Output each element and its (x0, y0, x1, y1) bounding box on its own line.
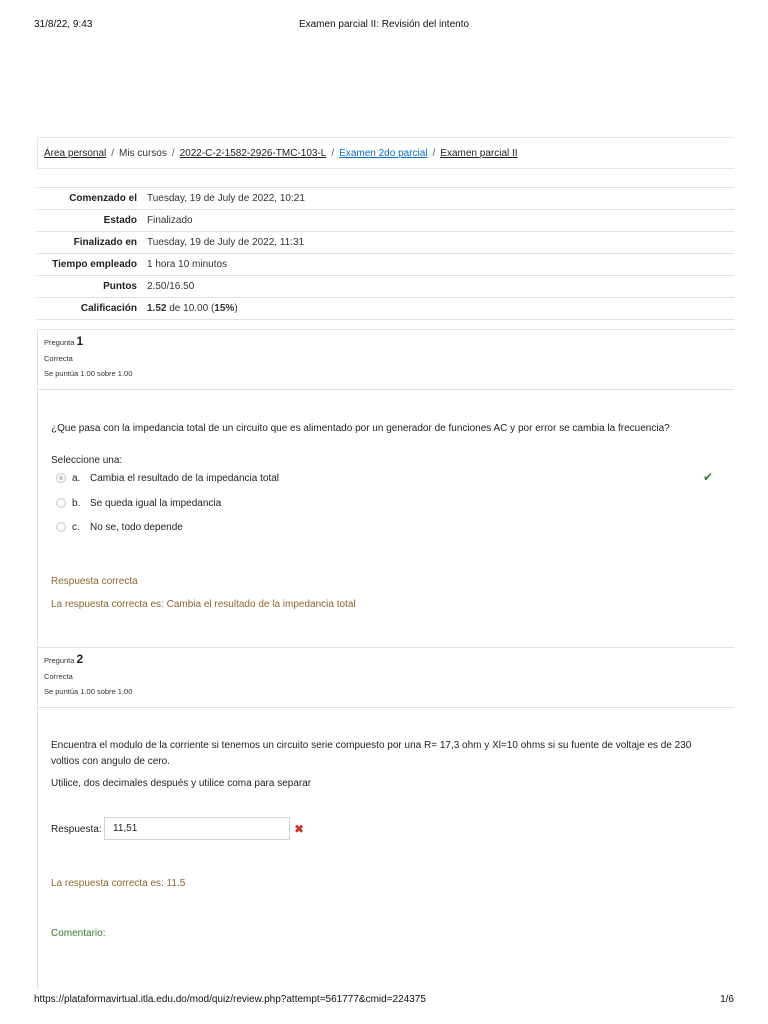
breadcrumb-section-link[interactable]: Examen 2do parcial (339, 148, 428, 159)
select-prompt: Seleccione una: (51, 455, 123, 466)
points-label: Puntos (103, 281, 137, 292)
incorrect-cross-icon: ✖ (294, 822, 305, 836)
question-number (44, 652, 728, 666)
started-label: Comenzado el (69, 193, 137, 204)
question-status: Correcta (44, 672, 73, 681)
question-text: ¿Que pasa con la impedancia total de un circuito que es alimentado por un generador de funciones AC y por error se cambia la frecuencia? (51, 423, 670, 434)
finished-value: Tuesday, 19 de July de 2022, 11:31 (147, 237, 305, 248)
right-answer-text: La respuesta correcta es: Cambia el resultado de la impedancia total (51, 599, 356, 610)
time-value: 1 hora 10 minutos (147, 259, 228, 270)
breadcrumb-separator: / (432, 148, 436, 159)
print-title: Examen parcial II: Revisión del intento (298, 19, 470, 30)
feedback-text: Respuesta correcta (51, 576, 138, 587)
answer-input[interactable]: 11,51 (104, 817, 290, 840)
summary-row-time (37, 254, 734, 276)
question-label: Pregunta (44, 338, 75, 347)
grade-value (142, 298, 734, 320)
print-url: https://plataformavirtual.itla.edu.do/mod/quiz/review.php?attempt=561777&cmid=224375 (34, 994, 426, 1005)
attempt-summary-table (37, 187, 734, 320)
question-text: Encuentra el modulo de la corriente si tenemos un circuito serie compuesto por una R= 17,3 ohm y Xl=10 ohms si su fuente de voltaje es de 230 voltios con angulo de cero. (51, 740, 692, 767)
summary-row-finished (37, 232, 734, 254)
grade-label: Calificación (80, 303, 137, 314)
question-number (44, 334, 728, 348)
breadcrumb (37, 137, 734, 169)
question-2-content (37, 708, 734, 990)
breadcrumb-my-courses: Mis cursos (119, 148, 167, 159)
grade-close: ) (234, 303, 238, 314)
question-number-value: 2 (76, 652, 84, 666)
right-answer-text: La respuesta correcta es: 11.5 (51, 878, 186, 889)
option-text: Cambia el resultado de la impedancia total (90, 473, 279, 484)
option-letter: b. (72, 498, 81, 509)
question-1-info (37, 329, 734, 390)
radio-checked-icon[interactable] (56, 473, 66, 483)
question-score: Se puntúa 1.00 sobre 1.00 (44, 369, 133, 378)
question-number-value: 1 (76, 334, 84, 348)
breadcrumb-separator: / (331, 148, 335, 159)
comment-label: Comentario: (51, 928, 106, 939)
option-text: No se, todo depende (90, 522, 183, 533)
breadcrumb-quiz-link[interactable]: Examen parcial II (440, 148, 518, 159)
answer-option-c[interactable] (56, 520, 183, 536)
correct-check-icon: ✔ (703, 470, 714, 484)
summary-row-points (37, 276, 734, 298)
print-page-number: 1/6 (720, 994, 734, 1005)
answer-label: Respuesta: (51, 824, 102, 835)
time-label: Tiempo empleado (52, 259, 137, 270)
answer-option-a[interactable] (56, 471, 279, 487)
summary-row-grade (37, 298, 734, 320)
breadcrumb-separator: / (171, 148, 175, 159)
grade-of: de 10.00 ( (169, 303, 215, 314)
grade-score: 1.52 (147, 303, 167, 314)
finished-label: Finalizado en (73, 237, 137, 248)
breadcrumb-home-link[interactable]: Área personal (44, 148, 107, 159)
grade-percent: 15% (214, 303, 235, 314)
answer-option-b[interactable] (56, 496, 221, 512)
question-score: Se puntúa 1.00 sobre 1.00 (44, 687, 133, 696)
option-text: Se queda igual la impedancia (90, 498, 222, 509)
option-letter: a. (72, 473, 81, 484)
state-value: Finalizado (147, 215, 193, 226)
state-label: Estado (103, 215, 137, 226)
question-status: Correcta (44, 354, 73, 363)
print-date: 31/8/22, 9:43 (34, 19, 93, 30)
radio-icon[interactable] (56, 498, 66, 508)
question-1-content (37, 390, 734, 647)
breadcrumb-separator: / (111, 148, 115, 159)
option-letter: c. (72, 522, 80, 533)
radio-icon[interactable] (56, 522, 66, 532)
summary-row-started (37, 188, 734, 210)
question-instruction: Utilice, dos decimales después y utilice coma para separar (51, 778, 312, 789)
started-value: Tuesday, 19 de July de 2022, 10:21 (147, 193, 305, 204)
summary-row-state (37, 210, 734, 232)
breadcrumb-course-link[interactable]: 2022-C-2-1582-2926-TMC-103-L (179, 148, 327, 159)
question-2-info (37, 647, 734, 708)
points-value: 2.50/16.50 (147, 281, 195, 292)
question-label: Pregunta (44, 656, 75, 665)
